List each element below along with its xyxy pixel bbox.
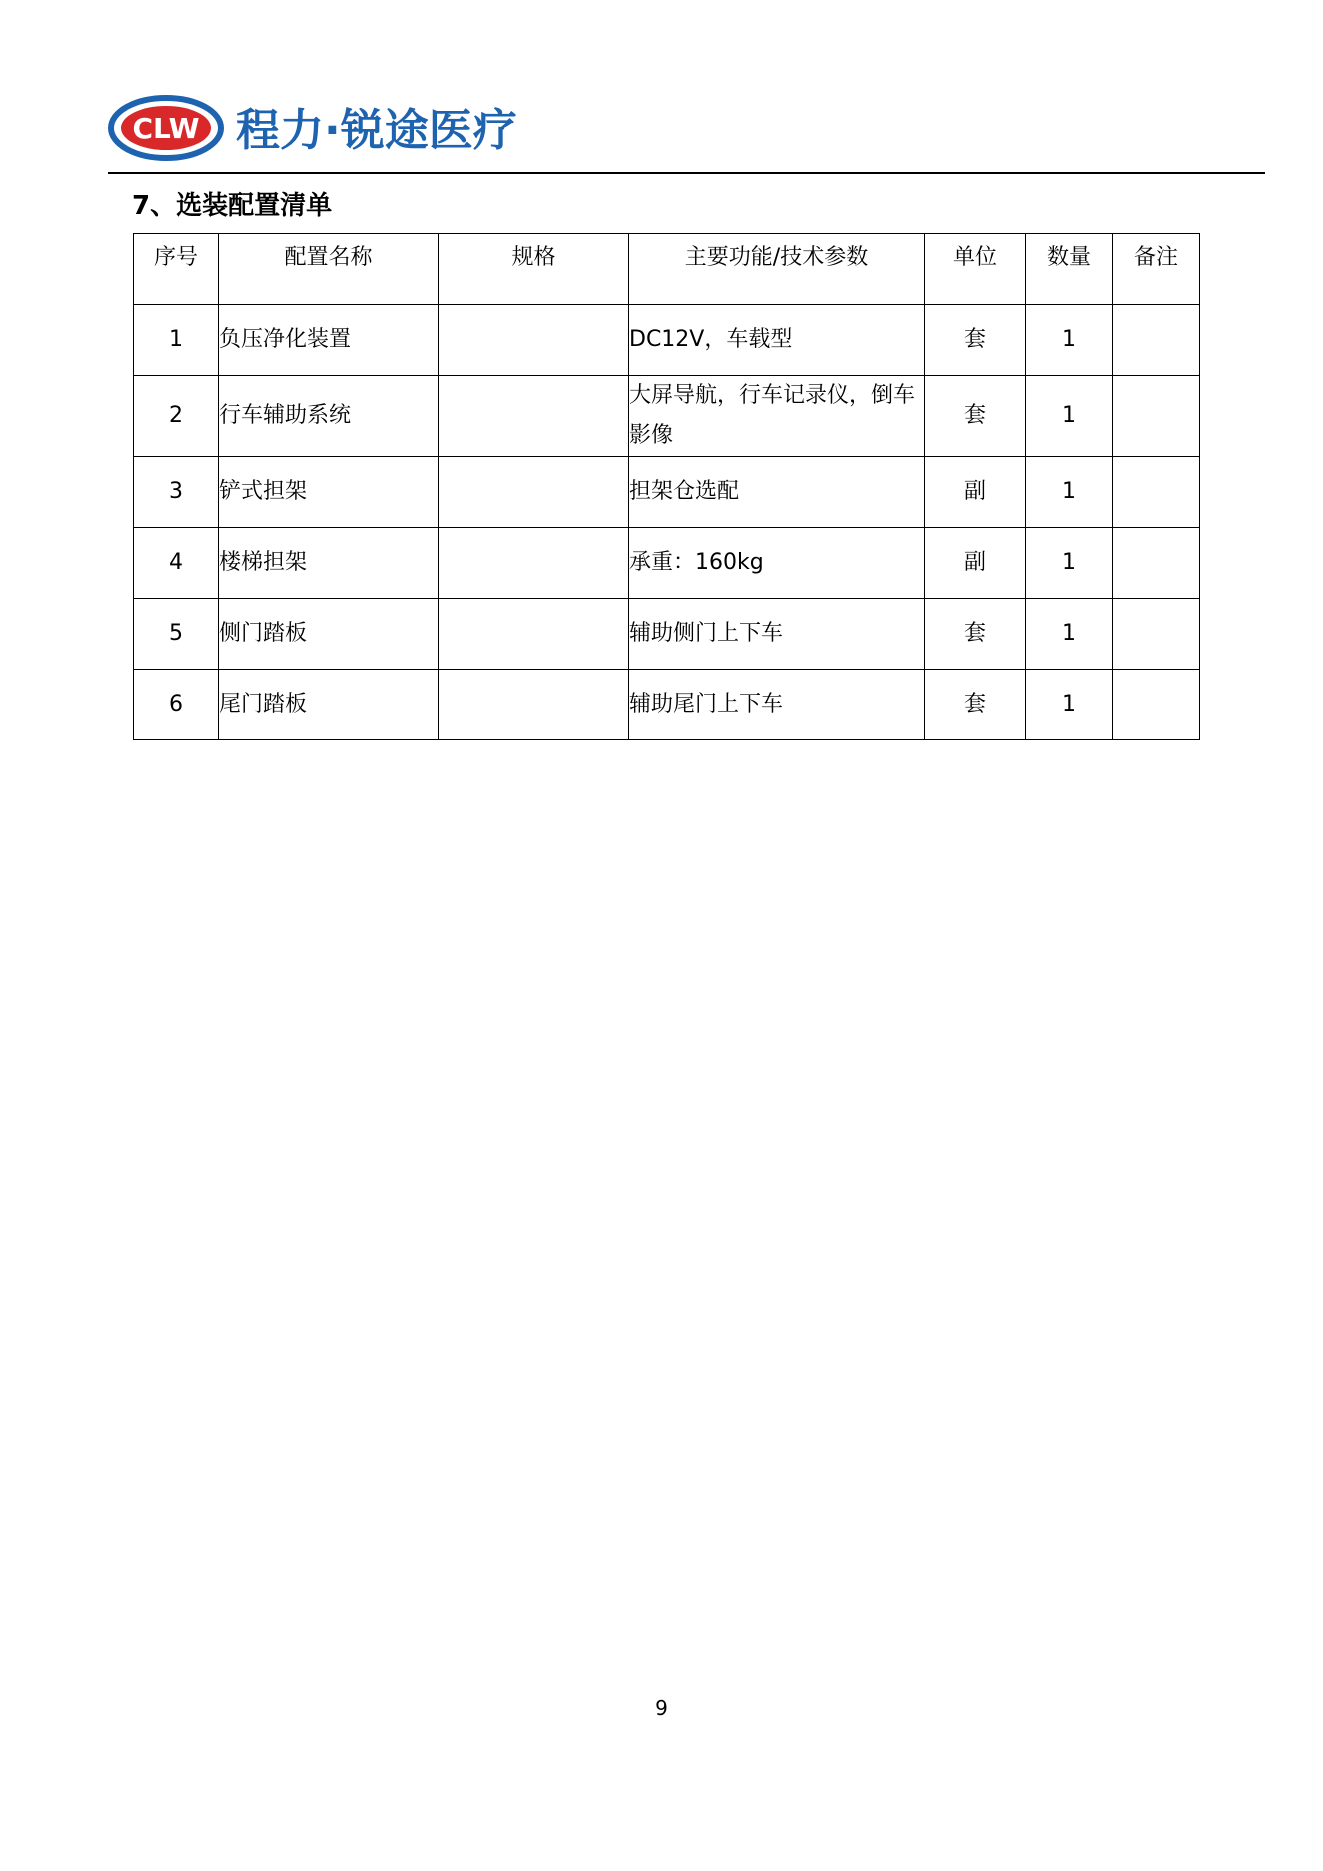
cell-spec: [439, 457, 629, 528]
table-header-row: [134, 234, 1200, 305]
cell-spec: [439, 670, 629, 740]
logo-mark-text: CLW: [132, 112, 200, 145]
table-row: [134, 457, 1200, 528]
cell-note: [1113, 670, 1200, 740]
cell-unit: 套: [925, 670, 1026, 740]
company-name: 程力·锐途医疗: [236, 105, 517, 156]
cell-qty: 1: [1026, 670, 1113, 740]
cell-note: [1113, 305, 1200, 376]
header-name: 配置名称: [219, 234, 439, 305]
cell-no: 4: [134, 528, 219, 599]
cell-name: 尾门踏板: [219, 670, 439, 740]
cell-note: [1113, 457, 1200, 528]
header-no: 序号: [134, 234, 219, 305]
cell-qty: 1: [1026, 599, 1113, 670]
header-note: 备注: [1113, 234, 1200, 305]
table-row: [134, 376, 1200, 457]
cell-note: [1113, 599, 1200, 670]
cell-unit: 副: [925, 457, 1026, 528]
cell-qty: 1: [1026, 305, 1113, 376]
cell-name: 负压净化装置: [219, 305, 439, 376]
cell-no: 3: [134, 457, 219, 528]
cell-no: 1: [134, 305, 219, 376]
cell-spec: [439, 599, 629, 670]
cell-name: 楼梯担架: [219, 528, 439, 599]
optional-config-table: [133, 233, 1200, 740]
cell-qty: 1: [1026, 528, 1113, 599]
header-spec: 规格: [439, 234, 629, 305]
cell-spec: [439, 376, 629, 457]
cell-note: [1113, 528, 1200, 599]
cell-no: 2: [134, 376, 219, 457]
cell-function: 辅助侧门上下车: [629, 599, 925, 670]
cell-unit: 副: [925, 528, 1026, 599]
cell-unit: 套: [925, 599, 1026, 670]
cell-qty: 1: [1026, 376, 1113, 457]
cell-note: [1113, 376, 1200, 457]
cell-qty: 1: [1026, 457, 1113, 528]
cell-function: DC12V，车载型: [629, 305, 925, 376]
cell-spec: [439, 528, 629, 599]
cell-no: 6: [134, 670, 219, 740]
cell-no: 5: [134, 599, 219, 670]
table-row: [134, 305, 1200, 376]
cell-name: 行车辅助系统: [219, 376, 439, 457]
cell-unit: 套: [925, 305, 1026, 376]
table-row: [134, 670, 1200, 740]
section-title: 7、选装配置清单: [132, 191, 333, 221]
cell-spec: [439, 305, 629, 376]
cell-function: 辅助尾门上下车: [629, 670, 925, 740]
header-qty: 数量: [1026, 234, 1113, 305]
header-divider: [108, 172, 1265, 174]
company-logo: [108, 93, 578, 163]
cell-name: 铲式担架: [219, 457, 439, 528]
table-row: [134, 528, 1200, 599]
cell-name: 侧门踏板: [219, 599, 439, 670]
cell-function: 担架仓选配: [629, 457, 925, 528]
cell-function: 大屏导航，行车记录仪，倒车影像: [629, 376, 925, 457]
header-function: 主要功能/技术参数: [629, 234, 925, 305]
table-row: [134, 599, 1200, 670]
page-number: 9: [655, 1696, 668, 1720]
cell-unit: 套: [925, 376, 1026, 457]
cell-function: 承重：160kg: [629, 528, 925, 599]
header-unit: 单位: [925, 234, 1026, 305]
